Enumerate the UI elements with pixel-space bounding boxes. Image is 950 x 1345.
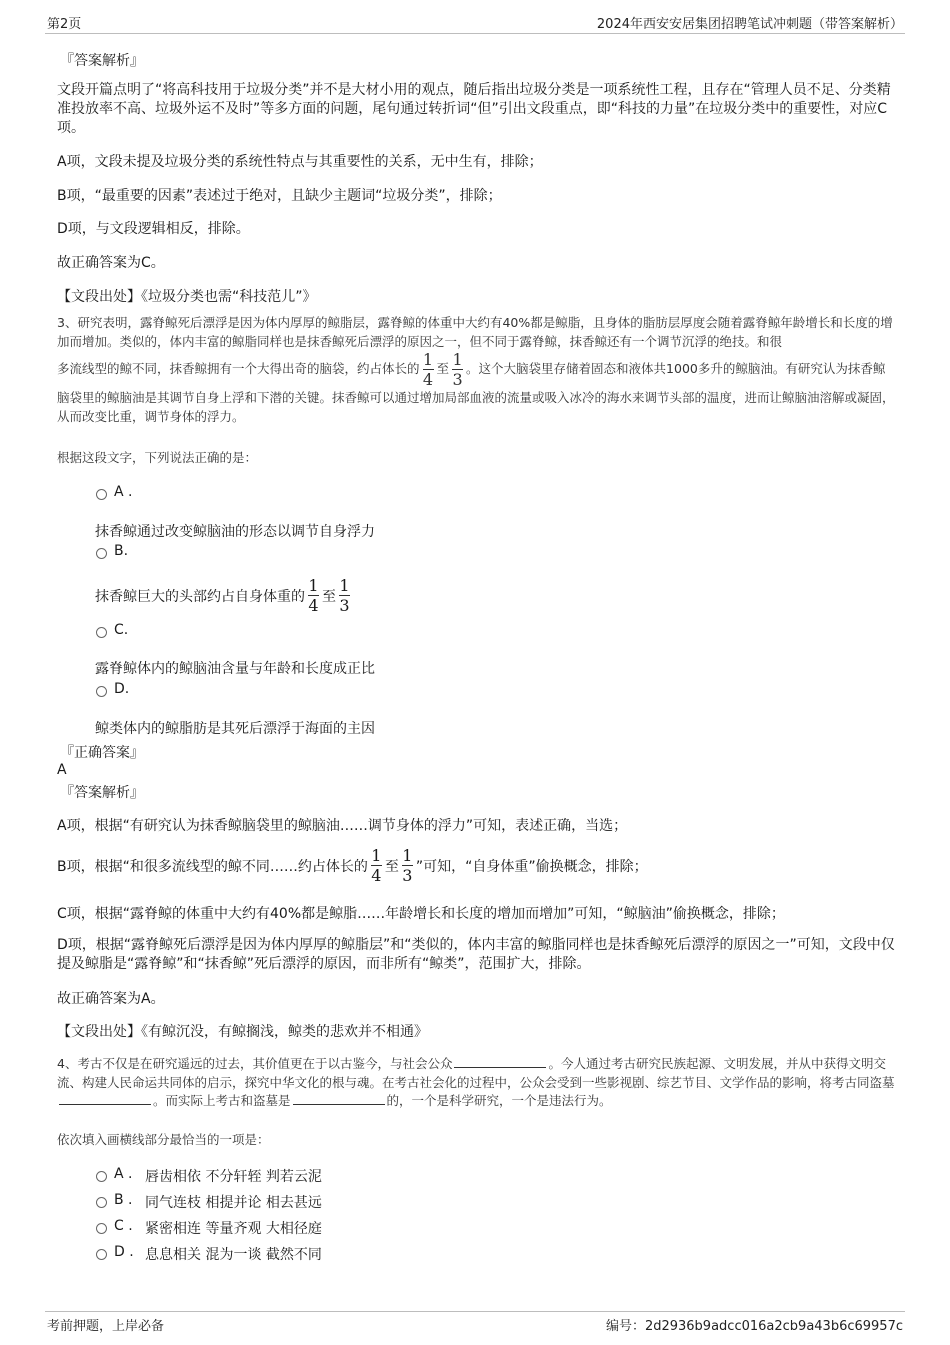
q4-option-d-text: 息息相关 混为一谈 截然不同 [145,1247,322,1263]
q4-option-c-text: 紧密相连 等量齐观 大相径庭 [145,1221,322,1237]
q4-option-b-label[interactable]: B . [114,1192,133,1208]
q4-option-c-radio[interactable] [96,1223,107,1234]
document-title: 2024年西安安居集团招聘笔试冲刺题（带答案解析） [596,17,903,32]
q3-answer-heading: 『正确答案』 [60,745,144,761]
q3-option-a-label[interactable]: A . [114,484,133,500]
q4-option-a-label[interactable]: A . [114,1166,133,1182]
q3-option-b-radio[interactable] [96,548,107,559]
footer-document-id: 编号：2d2936b9adcc016a2cb9a43b6c69957c [605,1319,903,1334]
footer-divider [45,1311,905,1312]
q2-conclusion: 故正确答案为C。 [57,255,165,271]
q3-analysis-a: A项，根据“有研究认为抹香鲸脑袋里的鲸脑油……调节身体的浮力”可知，表述正确，当选； [57,818,628,834]
fraction-one-third: $\frac{1}{3}$ [452,350,463,389]
q2-analysis-a: A项，文段未提及垃圾分类的系统性特点与其重要性的关系，无中生有，排除； [57,154,543,170]
footer-slogan: 考前押题，上岸必备 [47,1319,165,1334]
q3-stem-text-c: 。这个大脑袋里存储着固态和液体共1000多升的鲸脑油。有研究认为抹香鲸脑袋里的鲸脑油是其调节自身上浮和下潜的关键。抹香鲸可以通过增加局部血液的流量或吸入冰冷的海水来调节头部的温度，进而让鲸脑油溶解或凝固，从而改变比重，调节身体的浮力。 [57,361,895,424]
q3-option-c-text: 露脊鲸体内的鲸脑油含量与年龄和长度成正比 [95,661,375,677]
q2-source: 【文段出处】《垃圾分类也需“科技范儿”》 [57,289,317,305]
header-divider [45,33,905,34]
q3-answer: A [57,762,67,778]
q2-analysis-heading: 『答案解析』 [60,53,144,69]
fraction-one-third: $\frac{1}{3}$ [339,576,350,615]
q4-blank-1 [454,1055,546,1068]
q3-option-c-label[interactable]: C. [114,622,129,638]
page-number: 第2页 [47,17,82,32]
q3-conclusion: 故正确答案为A。 [57,991,165,1007]
q3-option-d-text: 鲸类体内的鲸脂肪是其死后漂浮于海面的主因 [95,721,375,737]
q2-analysis-body: 文段开篇点明了“将高科技用于垃圾分类”并不是大材小用的观点，随后指出垃圾分类是一项系统性工程，且存在“管理人员不足、分类精准投放率不高、垃圾外运不及时”等多方面的问题，尾句通过转折词“但”引出文段重点，即“科技的力量”在垃圾分类中的重要性，对应C项。 [57,82,891,136]
q4-option-b-radio[interactable] [96,1197,107,1208]
q4-option-c-label[interactable]: C . [114,1218,133,1234]
q3-option-d-radio[interactable] [96,686,107,697]
q4-stem: 4、考古不仅是在研究遥远的过去，其价值更在于以古鉴今，与社会公众 。今人通过考古研究民族起源、文明发展，并从中获得文明交流、构建人民命运共同体的启示，探究中华文化的根与魂。在考古社会化的过程中，公众会受到一些影视剧、综艺节目、文学作品的影响，将考古同盗墓。而实际上考古和盗墓是 的，一个是科学研究，一个是违法行为。 [57,1056,895,1108]
q3-analysis-b: B项，根据“和很多流线型的鲸不同……约占体长的 $\frac{1}{4}$ 至 $\frac{1}{3}$ ”可知，“自身体重”偷换概念，排除； [57,846,648,885]
fraction-one-quarter: $\frac{1}{4}$ [371,846,382,885]
q2-analysis-d: D项，与文段逻辑相反，排除。 [57,221,250,237]
q3-option-a-text: 抹香鲸通过改变鲸脑油的形态以调节自身浮力 [95,524,375,540]
q3-source: 【文段出处】《有鲸沉没，有鲸搁浅，鲸类的悲欢并不相通》 [57,1024,428,1040]
q3-option-c-radio[interactable] [96,627,107,638]
fraction-one-quarter: $\frac{1}{4}$ [308,576,319,615]
q3-option-a-radio[interactable] [96,489,107,500]
q3-analysis-heading: 『答案解析』 [60,785,144,801]
q4-option-a-text: 唇齿相依 不分轩轾 判若云泥 [145,1169,322,1185]
q3-stem-text-a: 多流线型的鲸不同，抹香鲸拥有一个大得出奇的脑袋，约占体长的 [57,361,420,376]
q3-analysis-c: C项，根据“露脊鲸的体重中大约有40%都是鲸脂……年龄增长和长度的增加而增加”可知，“鲸脑油”偷换概念，排除； [57,906,785,922]
q4-option-d-radio[interactable] [96,1249,107,1260]
q3-option-b-text: 抹香鲸巨大的头部约占自身体重的 $\frac{1}{4}$ 至 $\frac{1}{3}$ [95,576,350,615]
q4-prompt: 依次填入画横线部分最恰当的一项是： [57,1132,270,1147]
q3-option-b-label[interactable]: B. [114,543,129,559]
fraction-one-quarter: $\frac{1}{4}$ [422,350,434,389]
q3-stem-part2 [57,350,897,426]
q4-option-d-label[interactable]: D . [114,1244,134,1260]
q4-blank-2 [59,1092,151,1105]
q3-stem-text-b: 至 [436,361,450,376]
q4-blank-3 [293,1092,385,1105]
q3-analysis-d: D项，根据“露脊鲸死后漂浮是因为体内厚厚的鲸脂层”和“类似的，体内丰富的鲸脂同样也是抹香鲸死后漂浮的原因之一”可知，文段中仅提及鲸脂是“露脊鲸”和“抹香鲸”死后漂浮的原因，而非所有“鲸类”，范围扩大，排除。 [57,937,895,972]
q4-option-a-radio[interactable] [96,1171,107,1182]
q3-prompt: 根据这段文字，下列说法正确的是： [57,450,258,465]
q3-option-d-label[interactable]: D. [114,681,130,697]
q2-analysis-b: B项，“最重要的因素”表述过于绝对，且缺少主题词“垃圾分类”，排除； [57,188,502,204]
q4-option-b-text: 同气连枝 相提并论 相去甚远 [145,1195,322,1211]
fraction-one-third: $\frac{1}{3}$ [402,846,413,885]
q3-stem-part1: 3、研究表明，露脊鲸死后漂浮是因为体内厚厚的鲸脂层，露脊鲸的体重中大约有40%都是鲸脂，且身体的脂肪层厚度会随着露脊鲸年龄增长和长度的增加而增加。类似的，体内丰富的鲸脂同样也是抹香鲸死后漂浮的原因之一，但不同于露脊鲸，抹香鲸还有一个调节沉浮的绝技。和很 [57,315,893,349]
